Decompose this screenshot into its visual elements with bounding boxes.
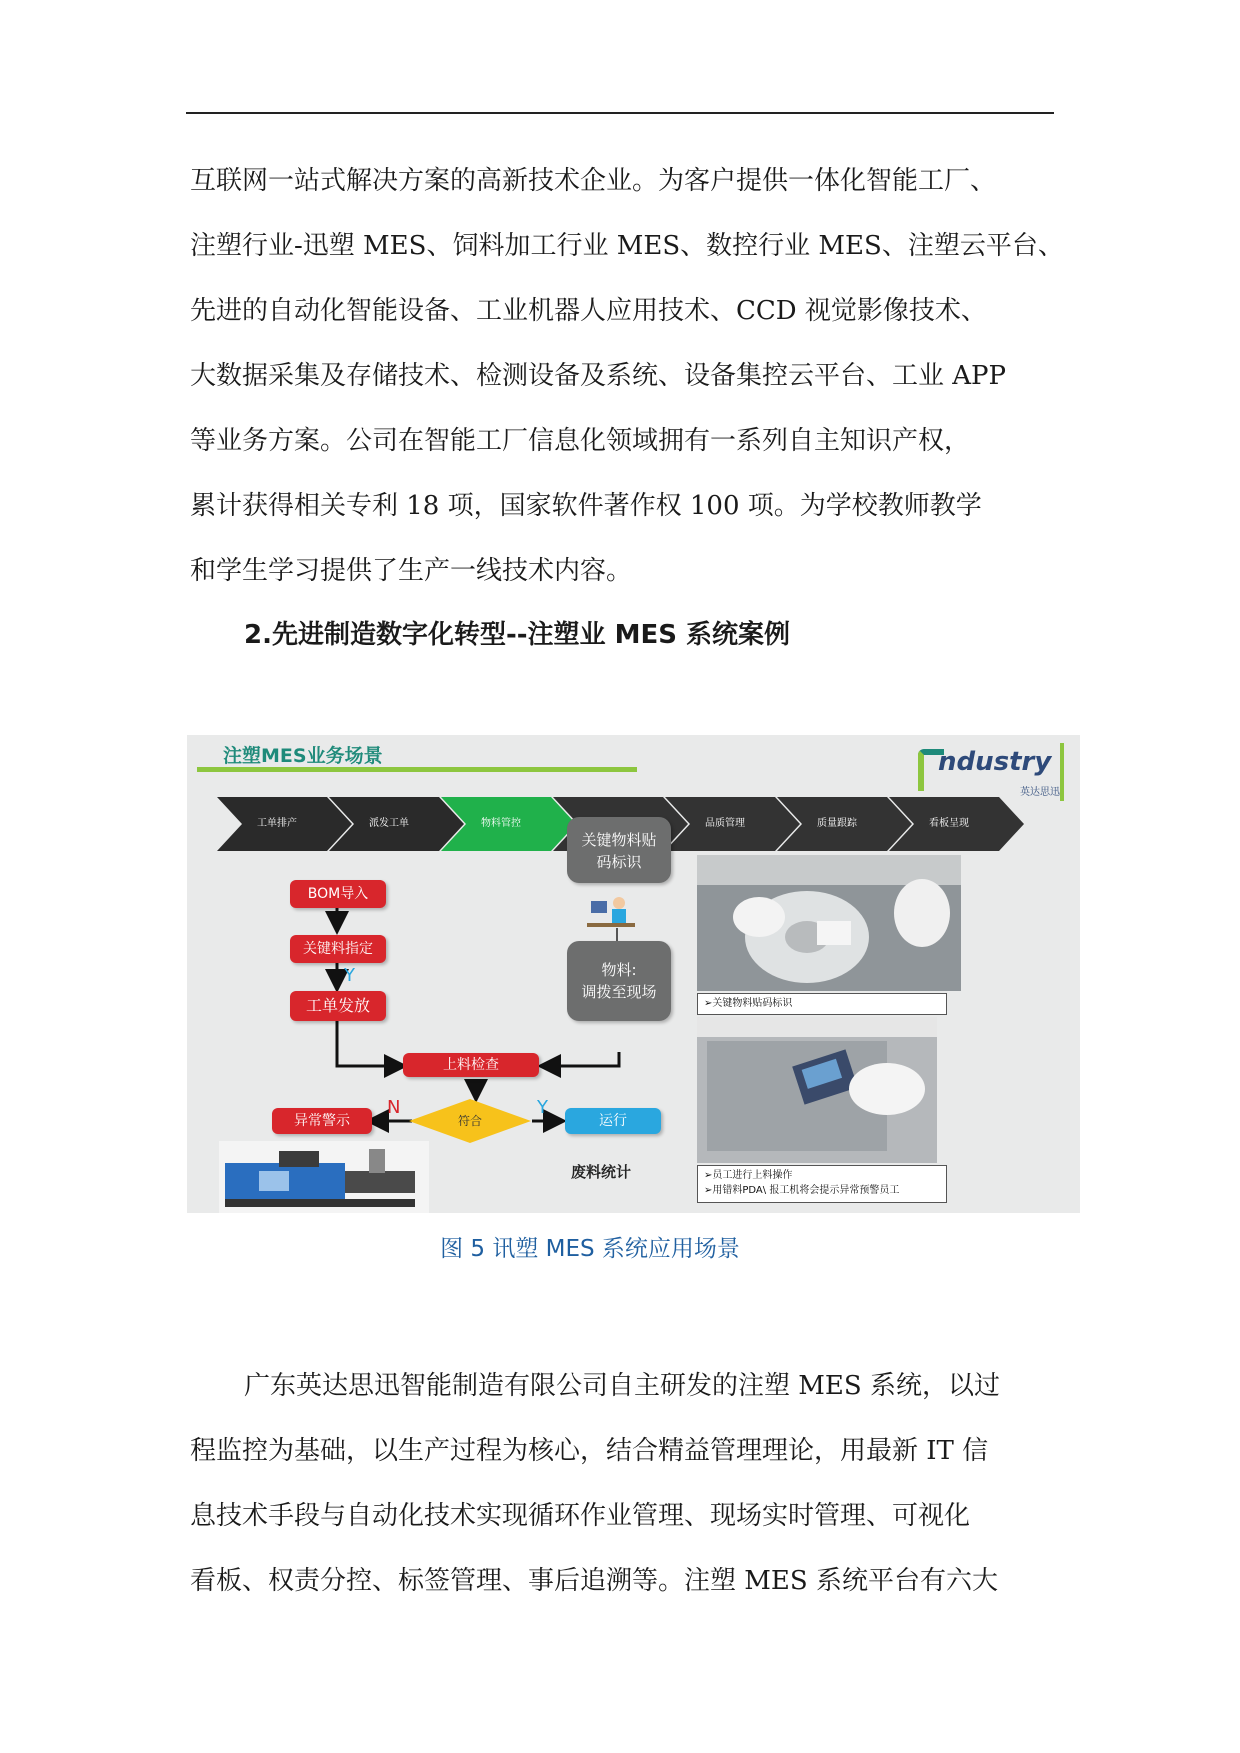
process-step-label: 看板呈现	[929, 818, 969, 829]
header-rule	[186, 112, 1054, 114]
paragraph-line: 大数据采集及存储技术、检测设备及系统、设备集控云平台、工业 APP	[190, 361, 1007, 391]
paragraph-line: 等业务方案。公司在智能工厂信息化领域拥有一系列自主知识产权，	[190, 426, 971, 456]
paragraph-line: 互联网一站式解决方案的高新技术企业。为客户提供一体化智能工厂、	[190, 166, 997, 196]
paragraph-line: 先进的自动化智能设备、工业机器人应用技术、CCD 视觉影像技术、	[190, 296, 987, 326]
paragraph-top	[190, 149, 1070, 604]
paragraph-bottom	[190, 1354, 1070, 1614]
key-material-box: 关键料指定	[290, 935, 386, 963]
yes-label: Y	[537, 1097, 548, 1118]
process-step-label: 工单排产	[257, 818, 297, 829]
paragraph-line: 和学生学习提供了生产一线技术内容。	[190, 556, 633, 586]
paragraph-line: 息技术手段与自动化技术实现循环作业管理、现场实时管理、可视化	[190, 1501, 971, 1531]
run-box: 运行	[565, 1108, 661, 1134]
paragraph-line: 广东英达思迅智能制造有限公司自主研发的注塑 MES 系统，以过	[244, 1371, 1000, 1401]
section-heading: 2.先进制造数字化转型--注塑业 MES 系统案例	[244, 620, 791, 650]
callout-line: ➢员工进行上料操作	[704, 1170, 793, 1181]
waste-stats-label: 废料统计	[571, 1163, 632, 1181]
callout-material-label: ➢关键物料贴码标识	[697, 993, 947, 1015]
process-step-label: 品质管理	[705, 818, 745, 829]
injection-machine-image	[219, 1141, 429, 1213]
paragraph-line: 程监控为基础，以生产过程为核心，结合精益管理理论，用最新 IT 信	[190, 1436, 989, 1466]
feeding-operation-photo	[697, 1017, 937, 1163]
work-order-box: 工单发放	[290, 991, 386, 1021]
key-label-line: 关键物料贴	[581, 831, 657, 849]
yes-label: Y	[344, 965, 355, 986]
key-label-line: 码标识	[596, 853, 642, 871]
match-label: 符合	[457, 1114, 482, 1128]
figure-caption-text: 图 5 讯塑 MES 系统应用场景	[440, 1236, 740, 1262]
callout-feeding	[697, 1165, 947, 1203]
process-step-label: 物料管控	[481, 818, 521, 829]
paragraph-line: 累计获得相关专利 18 项，国家软件著作权 100 项。为学校教师教学	[190, 491, 982, 521]
mes-scene-figure	[187, 735, 1080, 1213]
no-label: N	[387, 1097, 401, 1118]
process-step-label: 质量跟踪	[817, 818, 857, 829]
figure-title: 注塑MES业务场景	[223, 745, 383, 767]
material-line: 调拨至现场	[581, 983, 657, 1001]
worker-icon	[587, 895, 635, 931]
paragraph-line: 注塑行业-迅塑 MES、饲料加工行业 MES、数控行业 MES、注塑云平台、	[190, 231, 1064, 261]
key-label-box	[567, 817, 671, 883]
logo-text: ndustry	[938, 747, 1052, 777]
material-line: 物料:	[601, 961, 637, 979]
match-decision	[409, 1099, 531, 1143]
alarm-box: 异常警示	[272, 1108, 372, 1134]
material-transfer-box	[567, 941, 671, 1021]
material-label-photo	[697, 855, 961, 991]
callout-line: ➢用错料PDA\ 报工机将会提示异常预警员工	[704, 1185, 900, 1196]
logo-subtitle: 英达思迅	[1020, 787, 1060, 798]
process-step-label: 派发工单	[369, 818, 409, 829]
bom-import-box: BOM导入	[290, 880, 386, 908]
feed-check-box: 上料检查	[403, 1053, 539, 1077]
figure-caption	[0, 1230, 1240, 1263]
paragraph-line: 看板、权责分控、标签管理、事后追溯等。注塑 MES 系统平台有六大	[190, 1566, 998, 1596]
